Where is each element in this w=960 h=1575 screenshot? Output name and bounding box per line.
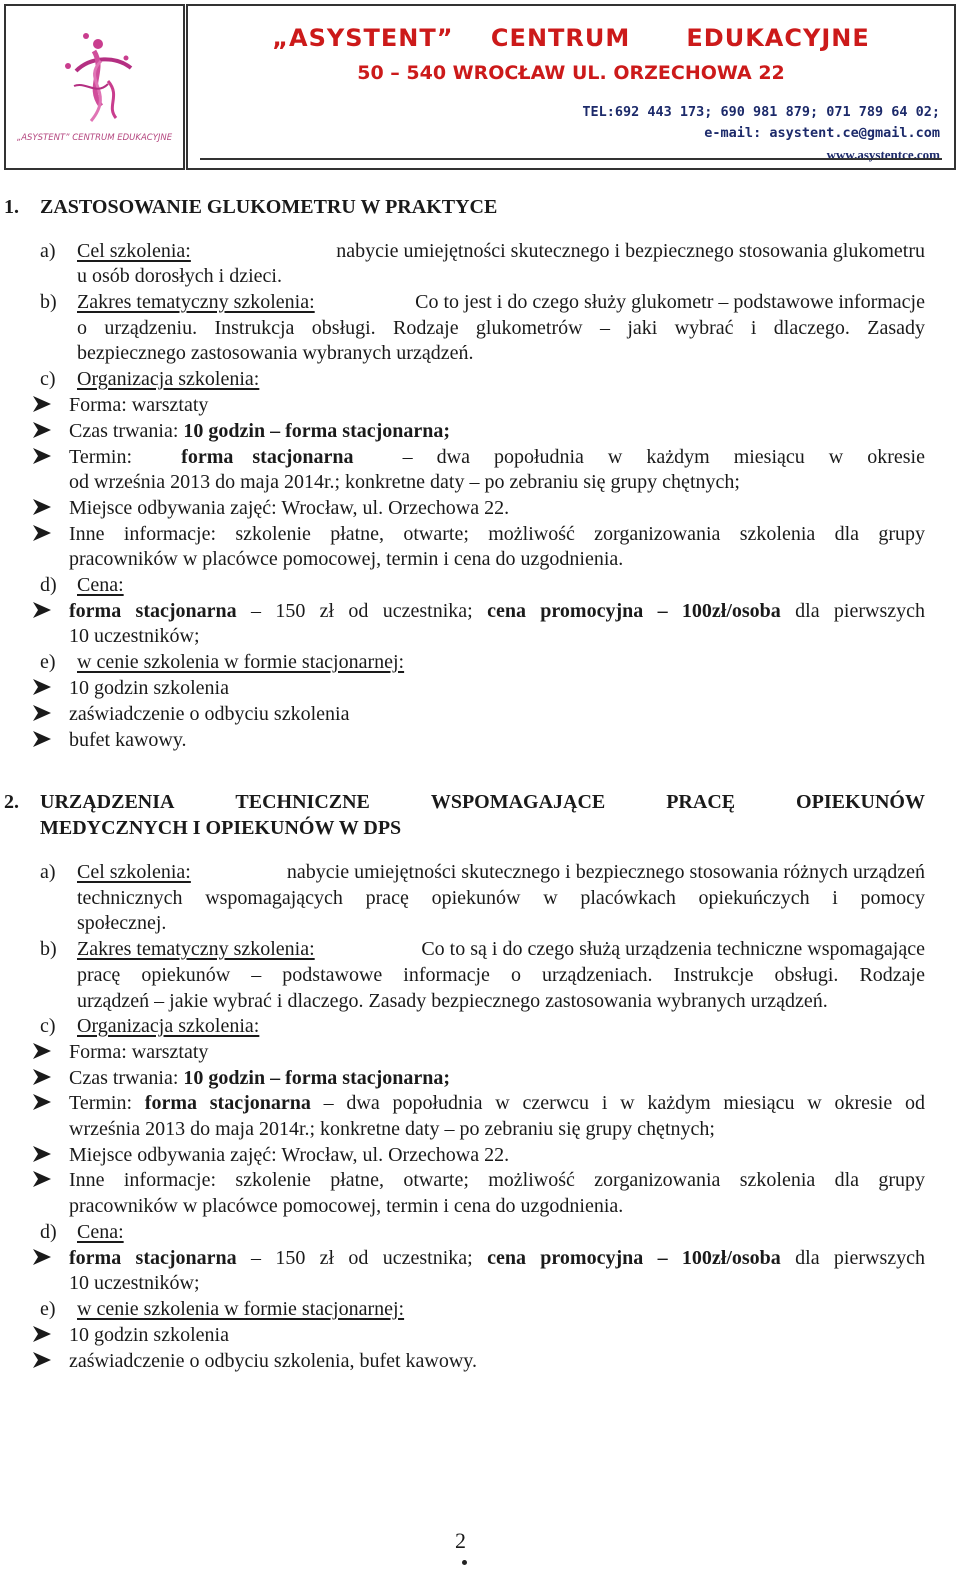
section-1-cena-mid: – 150 zł od uczestnika; [236, 600, 488, 622]
arrow-bullet-icon [32, 447, 52, 467]
center-name: „ASYSTENT” CENTRUM EDUKACYJNE [272, 24, 870, 52]
section-2-a-text-3: społecznej. [77, 912, 167, 934]
section-1-a-line-1 [77, 238, 925, 264]
section-2-title-word: WSPOMAGAJĄCE [430, 791, 606, 813]
arrow-bullet-icon [32, 498, 52, 518]
section-2-d-marker: d) [40, 1221, 57, 1243]
section-2-b-label: Zakres tematyczny szkolenia: [77, 938, 315, 960]
section-2-e-item-1: 10 godzin szkolenia [69, 1324, 229, 1346]
section-1-b-label: Zakres tematyczny szkolenia: [77, 291, 315, 313]
arrow-bullet-icon [32, 1170, 52, 1190]
section-2-inne-1: Inne informacje: szkolenie płatne, otwarte; możliwość zorganizowania szkolenia dla grupy [69, 1169, 925, 1191]
section-1-cena-end: dla pierwszych [780, 600, 925, 622]
section-2-b-marker: b) [40, 938, 57, 960]
section-1-cena-line-1 [69, 598, 925, 624]
contact-email: e-mail: asystent.ce@gmail.com [704, 125, 940, 141]
arrow-bullet-icon [32, 1351, 52, 1371]
section-2-a-marker: a) [40, 861, 56, 883]
arrow-bullet-icon [32, 1042, 52, 1062]
section-2-czas-bold: 10 godzin – forma stacjonarna; [183, 1067, 451, 1089]
arrow-bullet-icon [32, 1068, 52, 1088]
section-1-d-marker: d) [40, 574, 57, 596]
arrow-bullet-icon [32, 1145, 52, 1165]
arrow-bullet-icon [32, 1248, 52, 1268]
arrow-bullet-icon [32, 524, 52, 544]
logo-text: „ASYSTENT” CENTRUM EDUKACYJNE [16, 133, 173, 143]
section-1-c-label: Organizacja szkolenia: [77, 368, 260, 390]
section-1-b-line-1 [77, 289, 925, 315]
section-2-czas-prefix: Czas trwania: [69, 1067, 184, 1089]
page-number-dot [462, 1560, 467, 1565]
section-1-czas-bold: 10 godzin – forma stacjonarna; [183, 420, 451, 442]
section-2-cena-end: dla pierwszych [780, 1247, 925, 1269]
section-2-a-line-1 [77, 859, 925, 885]
section-1-b-text-3: bezpiecznego zastosowania wybranych urządzeń. [77, 342, 474, 364]
section-1-termin-rest-2: od września 2013 do maja 2014r.; konkretne daty – po zebraniu się grupy chętnych; [69, 471, 740, 493]
section-2-termin-rest-2: września 2013 do maja 2014r.; konkretne daty – po zebraniu się grupy chętnych; [69, 1118, 715, 1140]
section-2-a-label: Cel szkolenia: [77, 861, 191, 883]
section-1-termin-prefix: Termin: [69, 446, 133, 468]
section-1-a-text-2: u osób dorosłych i dzieci. [77, 265, 282, 287]
section-2-title-word: PRACĘ [666, 791, 736, 813]
section-2-e-item-2: zaświadczenie o odbyciu szkolenia, bufet kawowy. [69, 1350, 477, 1372]
section-1-termin-line-1 [69, 444, 925, 470]
section-1-b-text-2: o urządzeniu. Instrukcja obsługi. Rodzaje glukometrów – jaki wybrać i dlaczego. Zasady [77, 317, 925, 339]
arrow-bullet-icon [32, 601, 52, 621]
arrow-bullet-icon [32, 704, 52, 724]
section-1-inne-1: Inne informacje: szkolenie płatne, otwarte; możliwość zorganizowania szkolenia dla grupy [69, 523, 925, 545]
section-1-a-text-1: nabycie umiejętności skutecznego i bezpiecznego stosowania glukometru [336, 240, 925, 262]
arrow-bullet-icon [32, 421, 52, 441]
arrow-bullet-icon [32, 730, 52, 750]
section-2-cena-line-1 [69, 1245, 925, 1271]
section-1-e-item-2: zaświadczenie o odbyciu szkolenia [69, 703, 350, 725]
section-2-miejsce: Miejsce odbywania zajęć: Wrocław, ul. Orzechowa 22. [69, 1144, 510, 1166]
section-2-b-text-3: urządzeń – jakie wybrać i dlaczego. Zasady bezpiecznego zastosowania wybranych urządzeń. [77, 990, 828, 1012]
page-number: 2 [455, 1528, 466, 1553]
section-2-e-label: w cenie szkolenia w formie stacjonarnej: [77, 1298, 405, 1320]
section-1-a-marker: a) [40, 240, 56, 262]
section-1-czas [69, 418, 450, 444]
logo-figure-icon [46, 26, 146, 126]
section-2-c-label: Organizacja szkolenia: [77, 1015, 260, 1037]
section-2-cena-bold-2: cena promocyjna – 100zł/osoba [487, 1247, 781, 1269]
arrow-bullet-icon [32, 1093, 52, 1113]
section-2-a-text-2: technicznych wspomagających pracę opiekunów w placówkach opiekuńczych i pomocy [77, 887, 925, 909]
section-2-termin-bold: forma stacjonarna [144, 1092, 311, 1114]
section-1-e-item-3: bufet kawowy. [69, 729, 187, 751]
section-1-cena-bold-2: cena promocyjna – 100zł/osoba [487, 600, 781, 622]
section-2-title-word: OPIEKUNÓW [796, 791, 925, 813]
section-2-forma: Forma: warsztaty [69, 1041, 209, 1063]
section-1-e-item-1: 10 godzin szkolenia [69, 677, 229, 699]
section-1-inne-2: pracowników w placówce pomocowej, termin i cena do uzgodnienia. [69, 548, 624, 570]
section-1-d-label: Cena: [77, 574, 124, 596]
section-2-b-text-1: Co to są i do czego służą urządzenia techniczne wspomagające [421, 938, 925, 960]
section-2-inne-2: pracowników w placówce pomocowej, termin i cena do uzgodnienia. [69, 1195, 624, 1217]
header-info-box [186, 4, 956, 170]
section-1-b-text-1: Co to jest i do czego służy glukometr – podstawowe informacje [415, 291, 925, 313]
section-2-cena-mid: – 150 zł od uczestnika; [236, 1247, 488, 1269]
section-1-e-marker: e) [40, 651, 56, 673]
section-2-termin-prefix: Termin: [69, 1092, 145, 1114]
section-1-forma: Forma: warsztaty [69, 394, 209, 416]
section-1-cena-bold-1: forma stacjonarna [69, 600, 237, 622]
contact-phone: TEL:692 443 173; 690 981 879; 071 789 64 02; [582, 104, 940, 120]
section-1-c-marker: c) [40, 368, 56, 390]
section-1-b-marker: b) [40, 291, 57, 313]
section-2-d-label: Cena: [77, 1221, 124, 1243]
section-1-miejsce: Miejsce odbywania zajęć: Wrocław, ul. Orzechowa 22. [69, 497, 510, 519]
section-1-title: ZASTOSOWANIE GLUKOMETRU W PRAKTYCE [40, 196, 498, 218]
arrow-bullet-icon [32, 678, 52, 698]
contact-website: www.asystentce.com [826, 147, 940, 162]
arrow-bullet-icon [32, 1325, 52, 1345]
section-2-title-2: MEDYCZNYCH I OPIEKUNÓW W DPS [40, 817, 402, 839]
section-2-b-line-1 [77, 936, 925, 962]
section-2-czas [69, 1065, 450, 1091]
section-2-c-marker: c) [40, 1015, 56, 1037]
section-1-cena-2: 10 uczestników; [69, 625, 200, 647]
section-1-termin-bold: forma stacjonarna [181, 446, 354, 468]
section-1-a-label: Cel szkolenia: [77, 240, 191, 262]
section-2-title-word: TECHNICZNE [235, 791, 370, 813]
section-2-termin-line-1 [69, 1090, 925, 1116]
section-2-cena-2: 10 uczestników; [69, 1272, 200, 1294]
section-2-cena-bold-1: forma stacjonarna [69, 1247, 237, 1269]
section-2-title-word: URZĄDZENIA [40, 791, 175, 813]
arrow-bullet-icon [32, 395, 52, 415]
section-2-title-line-1 [40, 789, 925, 815]
section-2-termin-rest-1: – dwa popołudnia w czerwcu i w każdym miesiącu w okresie od [310, 1092, 925, 1114]
section-2-a-text-1: nabycie umiejętności skutecznego i bezpiecznego stosowania różnych urządzeń [286, 861, 925, 883]
center-address: 50 – 540 WROCŁAW UL. ORZECHOWA 22 [357, 62, 785, 84]
section-1-termin-rest-1: – dwa popołudnia w każdym miesiącu w okresie [402, 446, 925, 468]
section-2-e-marker: e) [40, 1298, 56, 1320]
section-1-czas-prefix: Czas trwania: [69, 420, 184, 442]
section-2-b-text-2: pracę opiekunów – podstawowe informacje o urządzeniach. Instrukcje obsługi. Rodzaje [77, 964, 925, 986]
header-divider [200, 158, 942, 160]
section-2-number: 2. [4, 791, 19, 813]
section-1-number: 1. [4, 196, 19, 218]
logo-box [4, 4, 185, 170]
section-1-e-label: w cenie szkolenia w formie stacjonarnej: [77, 651, 405, 673]
